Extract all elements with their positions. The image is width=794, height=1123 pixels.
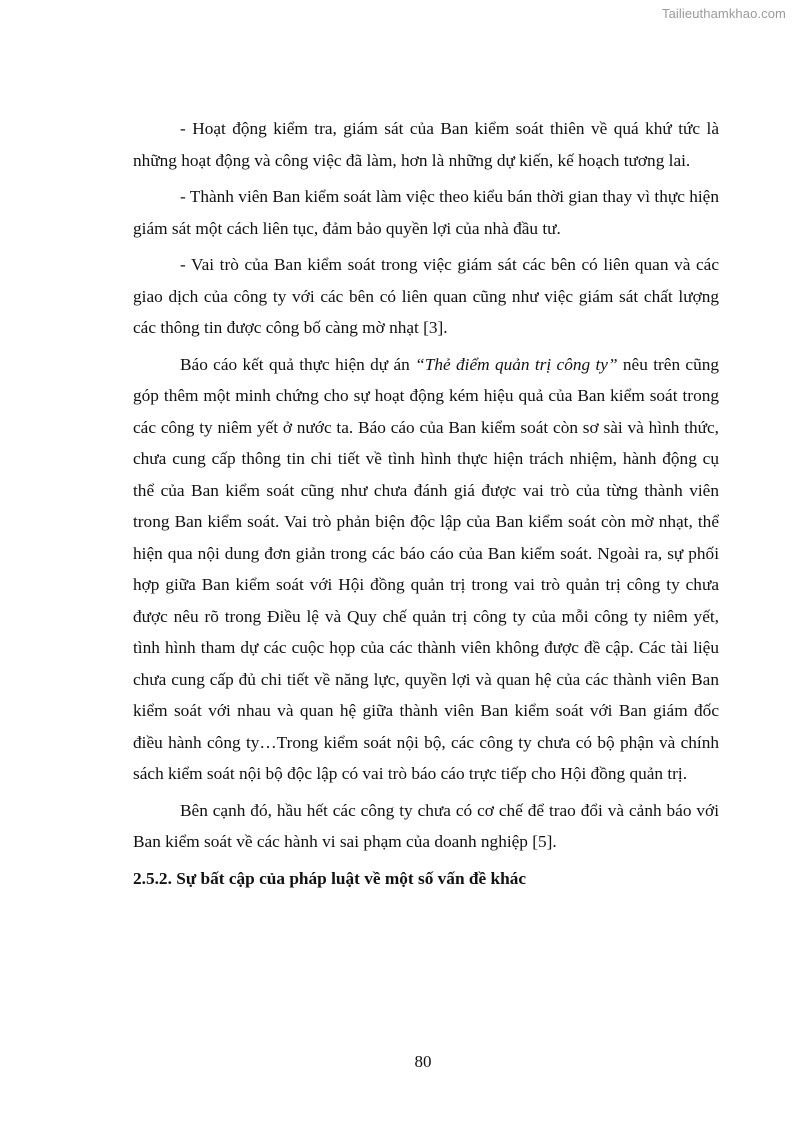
paragraph-2: - Thành viên Ban kiểm soát làm việc theo kiểu bán thời gian thay vì thực hiện giám sát một cách liên tục, đảm bảo quyền lợi của nhà đầu tư. <box>133 187 719 238</box>
paragraph-4-intro: Báo cáo kết quả thực hiện dự án <box>180 354 416 374</box>
watermark: Tailieuthamkhao.com <box>661 6 786 21</box>
section-heading: 2.5.2. Sự bất cập của pháp luật về một số vấn đề khác <box>133 868 527 888</box>
paragraph-5: Bên cạnh đó, hầu hết các công ty chưa có cơ chế để trao đổi và cảnh báo với Ban kiểm soát về các hành vi sai phạm của doanh nghiệp [5]. <box>133 800 719 851</box>
paragraph-4-body: nêu trên cũng góp thêm một minh chứng cho sự hoạt động kém hiệu quả của Ban kiểm soát trong các công ty niêm yết ở nước ta. Báo cáo của Ban kiểm soát còn sơ sài và hình thức, chưa cung cấp thông tin chi tiết về tình hình thực hiện trách nhiệm, hành động cụ thể của Ban kiểm soát cũng như chưa đánh giá được vai trò của từng thành viên trong Ban kiểm soát. Vai trò phản biện độc lập của Ban kiểm soát còn mờ nhạt, thể hiện qua nội dung đơn giản trong các báo cáo của Ban kiểm soát. Ngoài ra, sự phối hợp giữa Ban kiểm soát với Hội đồng quản trị trong vai trò quản trị công ty chưa được nêu rõ trong Điều lệ và Quy chế quản trị công ty của mỗi công ty niêm yết, tình hình tham dự các cuộc họp của các thành viên không được đề cập. Các tài liệu chưa cung cấp đủ chi tiết về năng lực, quyền lợi và quan hệ của các thành viên Ban kiểm soát với nhau và quan hệ giữa thành viên Ban kiểm soát với Ban giám đốc điều hành công ty…Trong kiểm soát nội bộ, các công ty chưa có bộ phận và chính sách kiểm soát nội bộ độc lập có vai trò báo cáo trực tiếp cho Hội đồng quản trị. <box>133 354 720 783</box>
page-body <box>133 113 719 894</box>
page-number: 80 <box>414 1052 432 1071</box>
paragraph-4 <box>133 349 719 790</box>
paragraph-3: - Vai trò của Ban kiểm soát trong việc giám sát các bên có liên quan và các giao dịch của công ty với các bên có liên quan cũng như việc giám sát chất lượng các thông tin được công bố càng mờ nhạt [3]. <box>133 255 719 337</box>
paragraph-1: - Hoạt động kiểm tra, giám sát của Ban kiểm soát thiên về quá khứ tức là những hoạt động và công việc đã làm, hơn là những dự kiến, kế hoạch tương lai. <box>133 119 719 170</box>
project-title-italic: “Thẻ điểm quản trị công ty” <box>415 354 618 374</box>
